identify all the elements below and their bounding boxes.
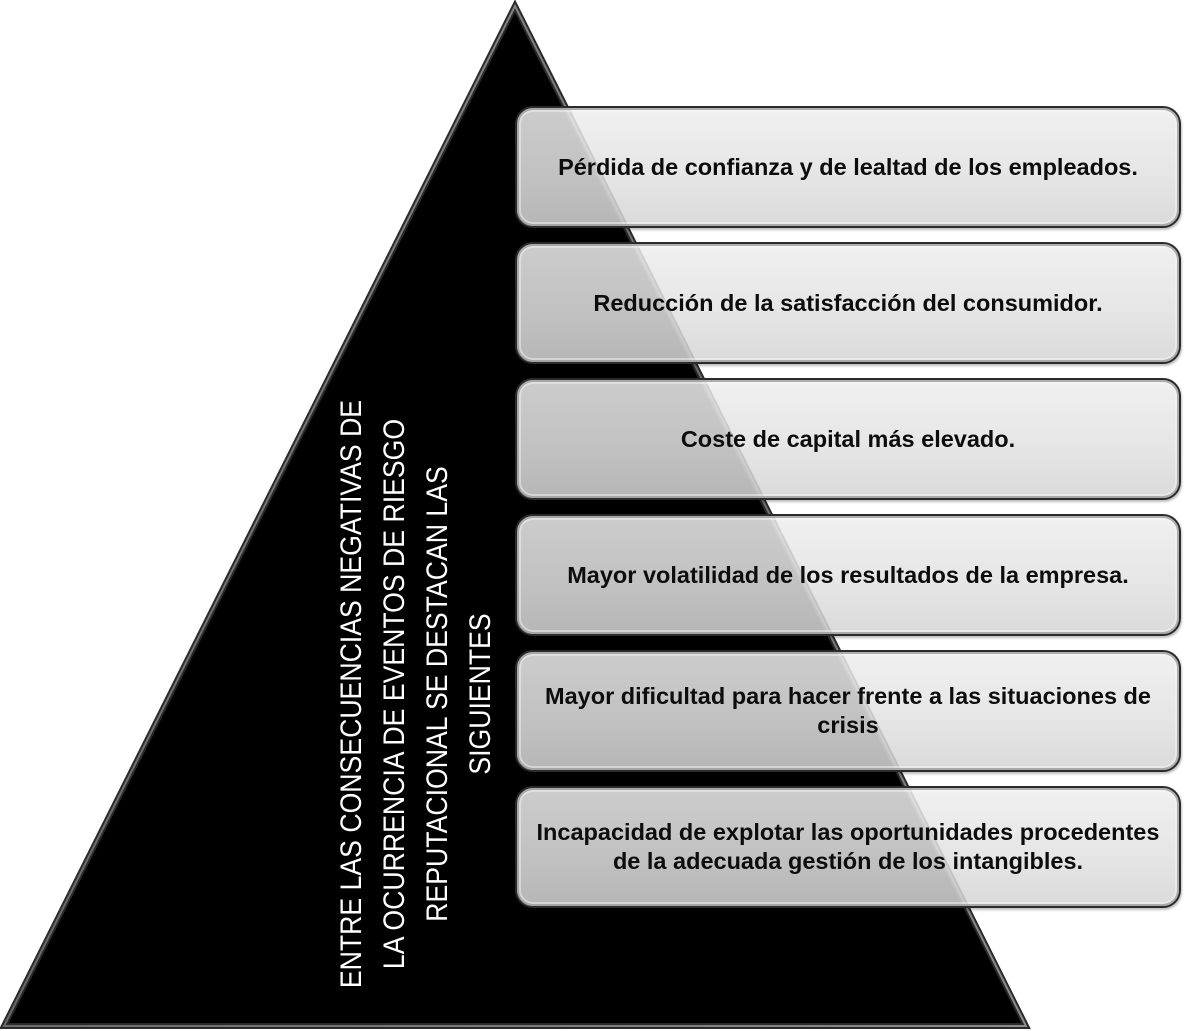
pyramid-caption-line: REPUTACIONAL SE DESTACAN LAS — [421, 466, 454, 922]
pyramid-caption-line: SIGUIENTES — [464, 613, 497, 775]
consequence-box — [515, 242, 1181, 364]
consequence-text: Pérdida de confianza y de lealtad de los empleados. — [558, 153, 1138, 180]
consequence-box — [515, 786, 1181, 908]
consequence-text: Mayor volatilidad de los resultados de la empresa. — [567, 561, 1129, 588]
consequence-text: Mayor dificultad para hacer frente a las situaciones de crisis — [545, 683, 1151, 738]
pyramid-caption-line: ENTRE LAS CONSECUENCIAS NEGATIVAS DE — [335, 399, 368, 989]
consequence-list — [515, 106, 1181, 908]
pyramid-caption — [330, 383, 502, 1005]
consequence-text: Coste de capital más elevado. — [680, 425, 1016, 452]
consequence-box — [515, 378, 1181, 500]
consequence-box — [515, 650, 1181, 772]
consequence-box — [515, 514, 1181, 636]
consequence-text: Reducción de la satisfacción del consumidor. — [593, 289, 1103, 316]
consequence-text: Incapacidad de explotar las oportunidades procedentes de la adecuada gestión de los intangibles. — [536, 819, 1160, 874]
consequence-box — [515, 106, 1181, 228]
pyramid-caption-line: LA OCURRENCIA DE EVENTOS DE RIESGO — [378, 418, 411, 970]
